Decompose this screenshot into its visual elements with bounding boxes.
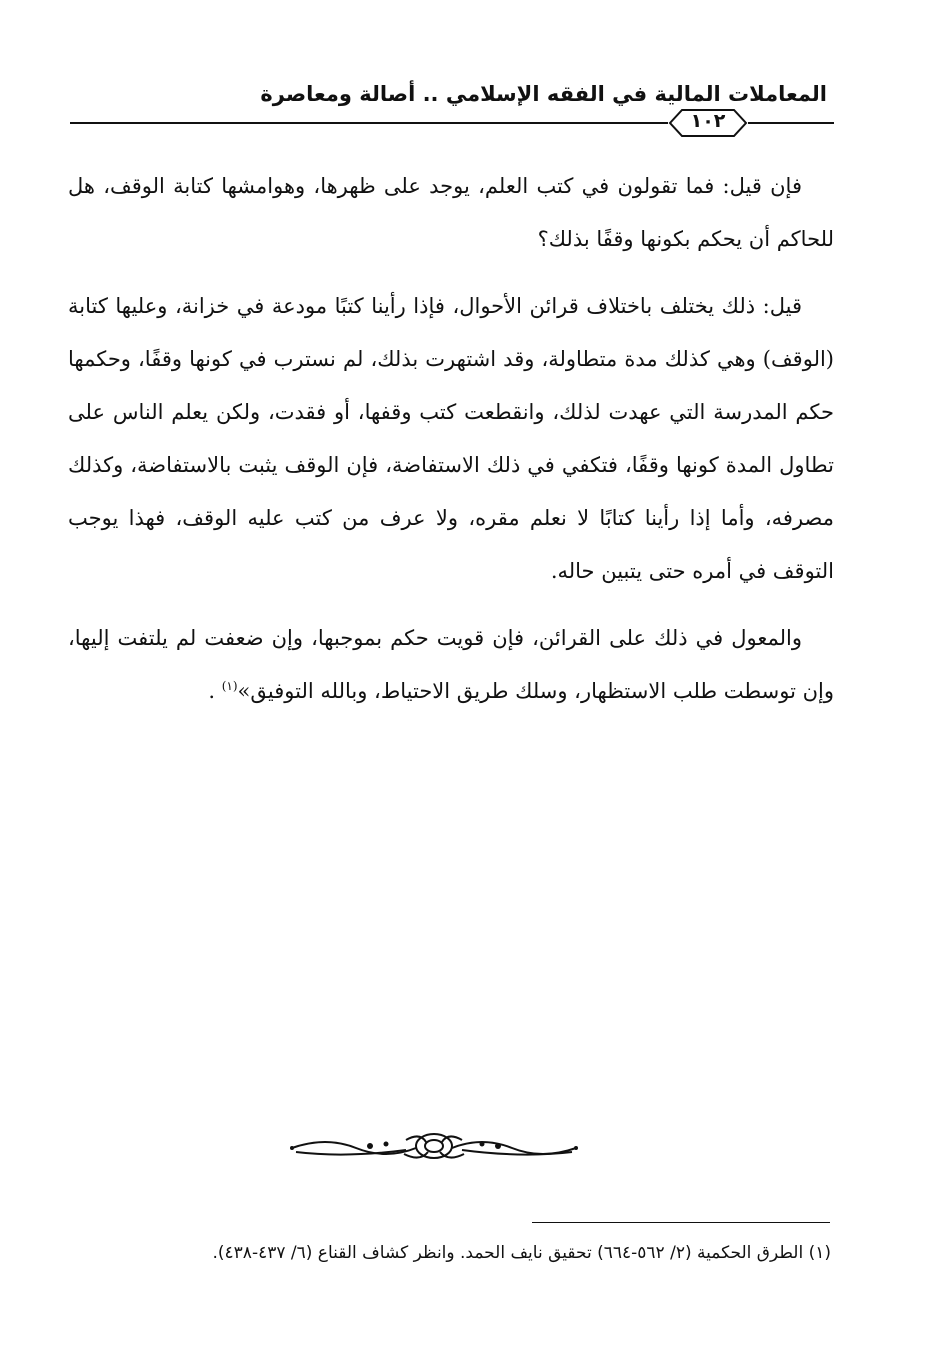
paragraph-1: فإن قيل: فما تقولون في كتب العلم، يوجد على ظهرها، وهوامشها كتابة الوقف، هل للحاكم أن يحكم بكونها وقفًا بذلك؟ xyxy=(68,174,834,251)
page-number-badge xyxy=(668,108,748,138)
footnote-rule xyxy=(532,1222,830,1223)
page-number: ١٠٢ xyxy=(690,110,726,132)
paragraph-3 xyxy=(68,612,834,718)
running-header-title: المعاملات المالية في الفقه الإسلامي .. أصالة ومعاصرة xyxy=(260,82,827,106)
closing-period: . xyxy=(208,679,216,703)
header-rule-right xyxy=(748,122,834,124)
footnote: (١) الطرق الحكمية (٢/ ٥٦٢-٦٦٤) تحقيق نايف الحمد. وانظر كشاف القناع (٦/ ٤٣٧-٤٣٨). xyxy=(212,1243,831,1263)
footnote-reference[interactable]: (١) xyxy=(221,679,238,693)
paragraph-2: قيل: ذلك يختلف باختلاف قرائن الأحوال، فإذا رأينا كتبًا مودعة في خزانة، وعليها كتابة (الوقف) وهي كذلك مدة متطاولة، وقد اشتهرت بذلك، لم نسترب في كونها وقفًا، وحكمها حكم المدرسة التي عهدت لذلك، وانقطعت كتب وقفها، أو فقدت، ولكن يعلم الناس على تطاول المدة كونها وقفًا، فتكفي في ذلك الاستفاضة، فإن الوقف يثبت بالاستفاضة، وكذلك مصرفه، وأما إذا رأينا كتابًا لا نعلم مقره، ولا عرف من كتب عليه الوقف، فهذا يوجب التوقف في أمره حتى يتبين حاله. xyxy=(68,294,834,583)
paragraph-3-text: والمعول في ذلك على القرائن، فإن قويت حكم بموجبها، وإن ضعفت لم يلتفت إليها، وإن توسطت طلب الاستظهار، وسلك طريق الاحتياط، وبالله التوفيق» xyxy=(68,626,834,703)
decorative-ornament-icon xyxy=(286,1128,582,1164)
header-rule xyxy=(70,122,668,124)
main-text xyxy=(68,160,834,732)
